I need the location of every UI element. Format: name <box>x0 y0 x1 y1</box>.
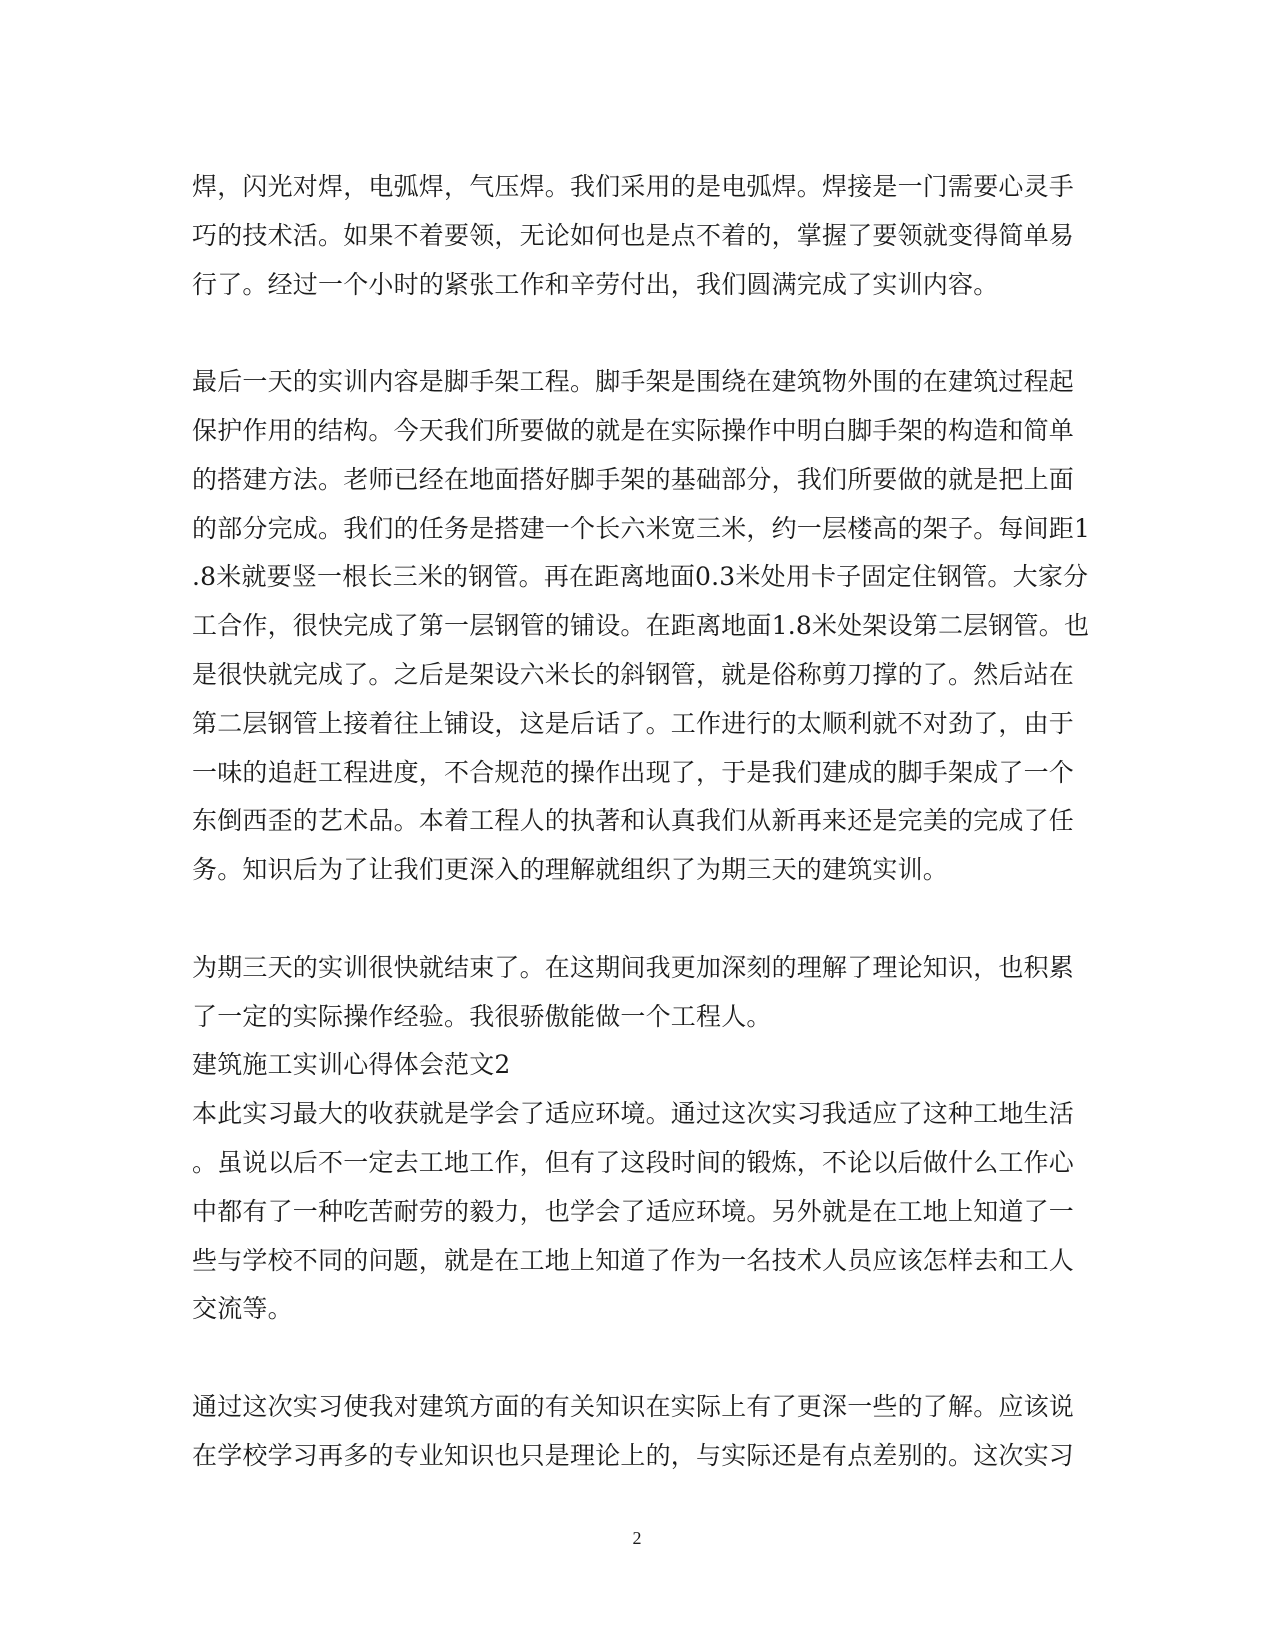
text-line: 在学校学习再多的专业知识也只是理论上的，与实际还是有点差别的。这次实习 <box>192 1440 1075 1470</box>
text-line: 通过这次实习使我对建筑方面的有关知识在实际上有了更深一些的了解。应该说 <box>192 1391 1075 1421</box>
paragraph-conclusion-and-sample-2 <box>192 944 1092 1334</box>
text-line: 东倒西歪的艺术品。本着工程人的执著和认真我们从新再来还是完美的完成了任 <box>192 806 1075 836</box>
paragraph-gap <box>192 309 1092 358</box>
paragraph-gap <box>192 1334 1092 1383</box>
text-line: 一味的追赶工程进度，不合规范的操作出现了，于是我们建成的脚手架成了一个 <box>192 757 1075 787</box>
text-line: 巧的技术活。如果不着要领，无论如何也是点不着的，掌握了要领就变得简单易 <box>192 220 1075 250</box>
text-line: 工合作，很快完成了第一层钢管的铺设。在距离地面1.8米处架设第二层钢管。也 <box>192 611 1090 641</box>
text-line: 些与学校不同的问题，就是在工地上知道了作为一名技术人员应该怎样去和工人 <box>192 1245 1075 1275</box>
paragraph-scaffolding <box>192 358 1092 895</box>
text-line: 第二层钢管上接着往上铺设，这是后话了。工作进行的太顺利就不对劲了，由于 <box>192 708 1075 738</box>
text-line: 为期三天的实训很快就结束了。在这期间我更加深刻的理解了理论知识，也积累 <box>192 952 1075 982</box>
text-line: 。虽说以后不一定去工地工作，但有了这段时间的锻炼，不论以后做什么工作心 <box>192 1147 1075 1177</box>
text-line: 本此实习最大的收获就是学会了适应环境。通过这次实习我适应了这种工地生活 <box>192 1099 1075 1129</box>
text-line: 的搭建方法。老师已经在地面搭好脚手架的基础部分，我们所要做的就是把上面 <box>192 464 1075 494</box>
text-line: 中都有了一种吃苦耐劳的毅力，也学会了适应环境。另外就是在工地上知道了一 <box>192 1196 1075 1226</box>
text-line: 是很快就完成了。之后是架设六米长的斜钢管，就是俗称剪刀撑的了。然后站在 <box>192 659 1075 689</box>
paragraph-internship-knowledge <box>192 1383 1092 1481</box>
paragraph-welding <box>192 163 1092 309</box>
text-line: 务。知识后为了让我们更深入的理解就组织了为期三天的建筑实训。 <box>192 855 949 885</box>
text-line: 交流等。 <box>192 1294 293 1324</box>
text-line: 行了。经过一个小时的紧张工作和辛劳付出，我们圆满完成了实训内容。 <box>192 269 999 299</box>
text-line: 了一定的实际操作经验。我很骄傲能做一个工程人。 <box>192 1001 772 1031</box>
paragraph-gap <box>192 895 1092 944</box>
page-number: 2 <box>632 1528 642 1548</box>
text-line: 焊，闪光对焊，电弧焊，气压焊。我们采用的是电弧焊。焊接是一门需要心灵手 <box>192 172 1075 201</box>
text-line: 保护作用的结构。今天我们所要做的就是在实际操作中明白脚手架的构造和简单 <box>192 415 1075 445</box>
text-line: 最后一天的实训内容是脚手架工程。脚手架是围绕在建筑物外围的在建筑过程起 <box>192 367 1075 397</box>
text-line: .8米就要竖一根长三米的钢管。再在距离地面0.3米处用卡子固定住钢管。大家分 <box>192 562 1089 592</box>
section-heading: 建筑施工实训心得体会范文2 <box>192 1050 511 1080</box>
body-text <box>192 163 1092 1481</box>
text-line: 的部分完成。我们的任务是搭建一个长六米宽三米，约一层楼高的架子。每间距1 <box>192 513 1091 543</box>
